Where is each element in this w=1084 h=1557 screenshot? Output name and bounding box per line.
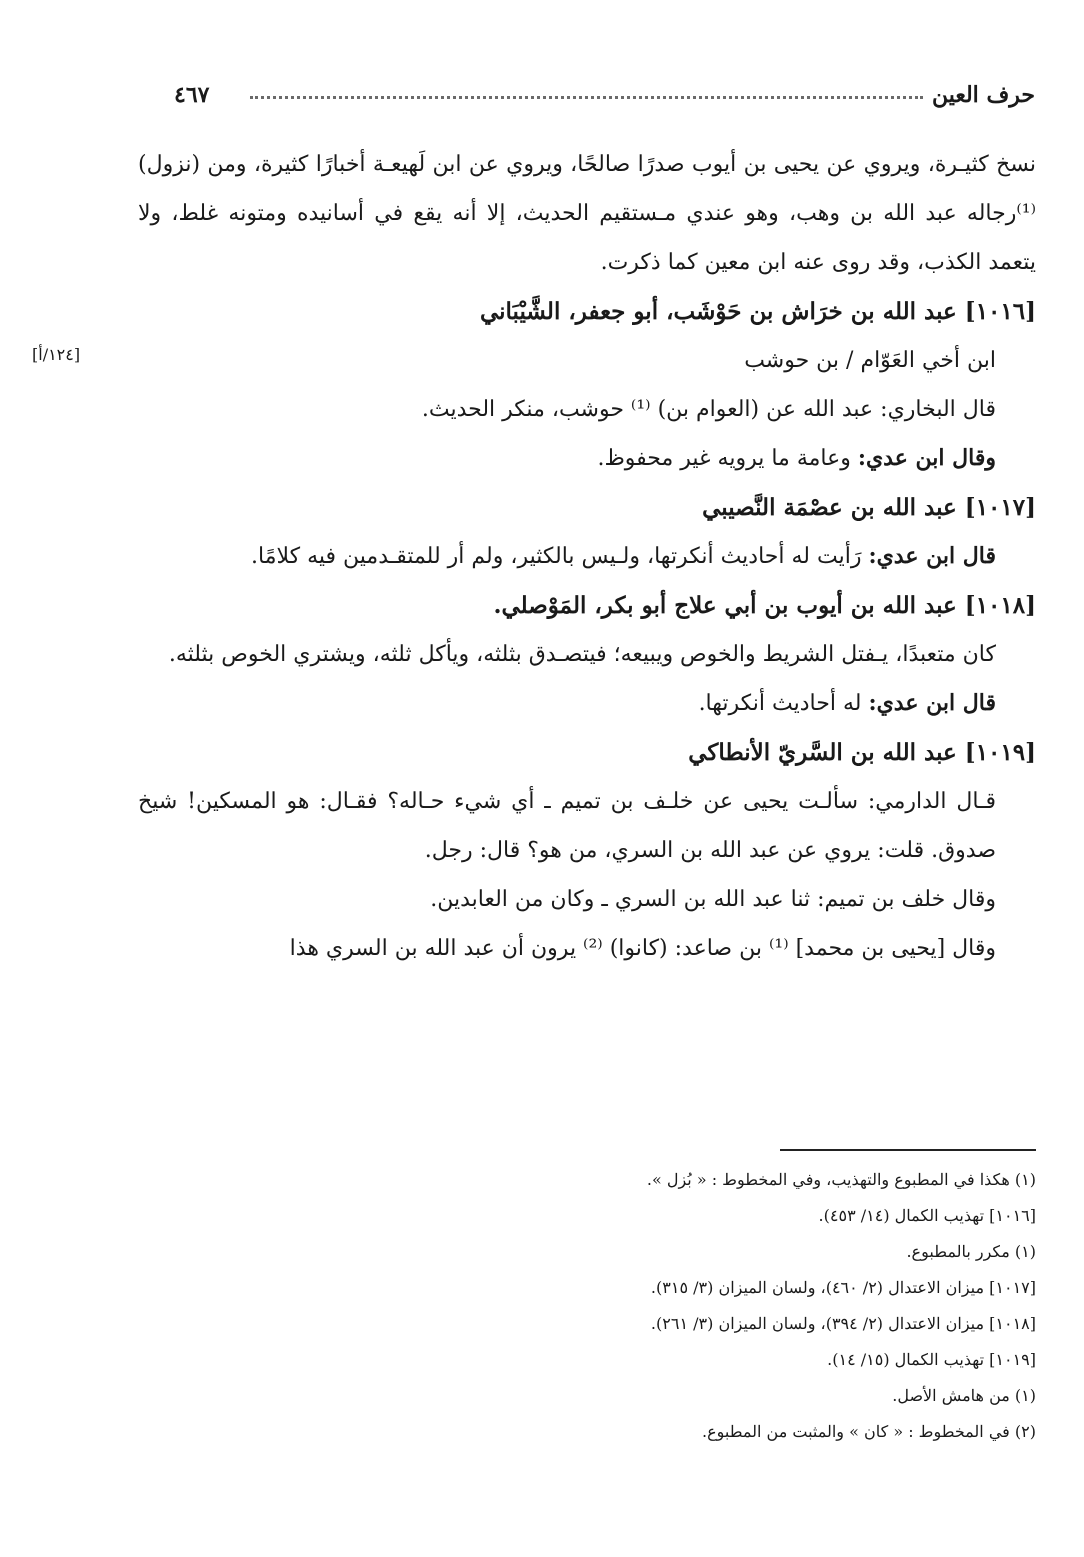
entry-name: عبد الله بن أيوب بن أبي علاج أبو بكر، المَوْصلي. <box>493 592 957 619</box>
entry-name: عبد الله بن عصْمَة النَّصيبي <box>702 494 957 521</box>
quote-source: قال ابن عدي: <box>868 543 996 569</box>
quote-source: وقال ابن عدي: <box>857 445 996 471</box>
quote-text: رَأيت له أحاديث أنكرتها، ولـيس بالكثير، ولم أر للمتقـدمين فيه كلامًا. <box>251 544 869 569</box>
entry-1017-paragraph <box>138 532 1036 581</box>
intro-paragraph: نسخ كثيـرة، ويروي عن يحيى بن أيوب صدرًا صالحًا، ويروي عن ابن لَهيعـة أخبارًا كثيرة، ومن (نزول) ⁽¹⁾رجاله عبد الله بن وهب، وهو عندي مـستقيم الحديث، إلا أنه يقع في أسانيده ومتونه غلط، ولا يتعمد الكذب، وقد روى عنه ابن معين كما ذكرت. <box>138 152 1036 275</box>
entry-1018-line <box>138 679 1036 728</box>
footnote: [١٠١٦] تهذيب الكمال (١٤/ ٤٥٣). <box>818 1206 1036 1225</box>
entry-number: [١٠١٧] <box>964 494 1036 521</box>
footnote: (٢) في المخطوط : « كان » والمثبت من المطبوع. <box>702 1422 1036 1441</box>
entry-heading-1018 <box>138 581 1036 630</box>
entry-number: [١٠١٨] <box>964 592 1036 619</box>
entry-heading-1016 <box>138 287 1036 336</box>
page-number: ٤٦٧ <box>174 82 210 108</box>
footnote: [١٠١٨] ميزان الاعتدال (٢/ ٣٩٤)، ولسان الميزان (٣/ ٢٦١). <box>650 1314 1036 1333</box>
entry-heading-1019 <box>138 728 1036 777</box>
footnotes <box>138 1162 1036 1450</box>
quote-text: وعامة ما يرويه غير محفوظ. <box>597 446 858 471</box>
footnote-rule <box>780 1149 1036 1151</box>
margin-folio-ref: [١٢٤/أ] <box>32 345 81 364</box>
entry-number: [١٠١٩] <box>964 739 1036 766</box>
chapter-title: حرف العين <box>931 82 1035 108</box>
entry-name: عبد الله بن السَّريّ الأنطاكي <box>688 739 957 766</box>
footnote: [١٠١٧] ميزان الاعتدال (٢/ ٤٦٠)، ولسان الميزان (٣/ ٣١٥). <box>650 1278 1036 1297</box>
entry-1018-paragraph: كان متعبدًا، يـفتل الشريط والخوص ويبيعه؛ فيتصـدق بثلثه، ويأكل ثلثه، ويشتري الخوص بثلثه. <box>168 642 996 667</box>
entry-1016-line-1: ابن أخي العَوّام / بن حوشب <box>744 348 996 373</box>
running-header <box>158 76 1035 116</box>
entry-1019-paragraph: قـال الدارمي: سألـت يحيى عن خلـف بن تميم ـ أي شيء حـاله؟ فقـال: هو المسكين! شيخ صدوق. قلت: يروي عن عبد الله بن السري، من هو؟ قال: رجل. <box>138 789 996 863</box>
entry-number: [١٠١٦] <box>964 298 1036 325</box>
entry-1019-line-3: وقال [يحيى بن محمد] ⁽¹⁾ بن صاعد: (كانوا) ⁽²⁾ يرون أن عبد الله بن السري هذا <box>289 936 996 961</box>
footnote: (١) من هامش الأصل. <box>892 1386 1036 1405</box>
footnote: (١) هكذا في المطبوع والتهذيب، وفي المخطوط : « بُزل ». <box>646 1170 1036 1189</box>
footnote: (١) مكرر بالمطبوع. <box>906 1242 1036 1261</box>
footnote: [١٠١٩] تهذيب الكمال (١٥/ ١٤). <box>827 1350 1036 1369</box>
header-dotted-rule <box>250 96 923 99</box>
entry-1019-line-2: وقال خلف بن تميم: ثنا عبد الله بن السري ـ وكان من العابدين. <box>430 887 996 912</box>
quote-text: له أحاديث أنكرتها. <box>698 691 869 716</box>
entry-1016-line-3 <box>138 434 1036 483</box>
entry-name: عبد الله بن خرَاش بن حَوْشَب، أبو جعفر، الشَّيْبَاني <box>479 298 957 325</box>
entry-heading-1017 <box>138 483 1036 532</box>
entry-1016-line-2: قال البخاري: عبد الله عن (العوام بن) ⁽¹⁾ حوشب، منكر الحديث. <box>421 397 996 422</box>
main-text <box>138 140 1036 973</box>
quote-source: قال ابن عدي: <box>868 690 996 716</box>
